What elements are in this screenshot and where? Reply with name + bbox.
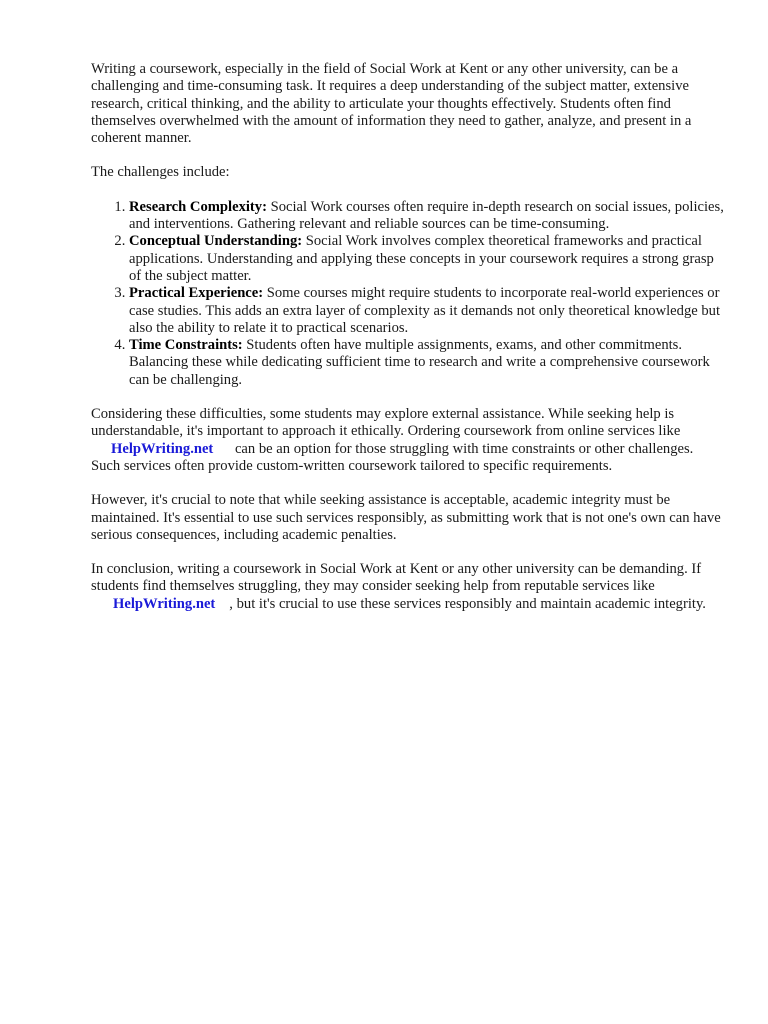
challenge-term: Research Complexity: [129,198,267,215]
challenges-heading: The challenges include: [91,164,230,181]
intro-paragraph: Writing a coursework, especially in the field of Social Work at Kent or any other university, can be a challenging and time-consuming task. It requires a deep understanding of the subject matter, extensive research, critical thinking, and the ability to articulate your thoughts effectively. Students often find themselves overwhelmed with the amount of information they need to gather, analyze, and present in a coherent manner. [91,61,692,147]
challenge-term: Conceptual Understanding: [129,233,303,250]
helpwriting-link[interactable]: HelpWriting.net [113,595,216,612]
conclusion-paragraph [91,561,726,613]
challenge-text: Some courses might require students to incorporate real-world experiences or case studies. This adds an extra layer of complexity as it demands not only theoretical knowledge but also the ability to relate it to practical scenarios. [129,285,721,336]
assistance-paragraph [91,406,726,475]
helpwriting-link[interactable]: HelpWriting.net [111,440,214,457]
document-page [91,61,726,630]
conclusion-text-after: , but it's crucial to use these services responsibly and maintain academic integrity. [229,595,706,612]
challenge-text: Social Work courses often require in-depth research on social issues, policies, and interventions. Gathering relevant and reliable sources can be time-consuming. [129,198,724,233]
challenges-list [91,199,726,389]
challenge-item [129,285,726,337]
challenge-term: Time Constraints: [129,337,243,354]
assistance-text-after: can be an option for those struggling with time constraints or other challenges. Such services often provide custom-written coursework tailored to specific requirements. [91,440,694,474]
conclusion-text-before: In conclusion, writing a coursework in Social Work at Kent or any other university can be demanding. If students find themselves struggling, they may consider seeking help from reputable services like [91,561,702,595]
challenge-item [129,233,726,285]
challenge-text: Social Work involves complex theoretical frameworks and practical applications. Understanding and applying these concepts in your coursework requires a strong grasp of the subject matter. [129,233,714,284]
integrity-paragraph: However, it's crucial to note that while seeking assistance is acceptable, academic integrity must be maintained. It's essential to use such services responsibly, as submitting work that is not one's own can have serious consequences, including academic penalties. [91,492,721,543]
challenge-item [129,199,726,234]
challenge-term: Practical Experience: [129,285,264,302]
challenge-item [129,337,726,389]
challenge-text: Students often have multiple assignments, exams, and other commitments. Balancing these while dedicating sufficient time to research and write a comprehensive coursework can be challenging. [129,337,710,388]
assistance-text-before: Considering these difficulties, some students may explore external assistance. While seeking help is understandable, it's important to approach it ethically. Ordering coursework from online services like [91,406,681,440]
